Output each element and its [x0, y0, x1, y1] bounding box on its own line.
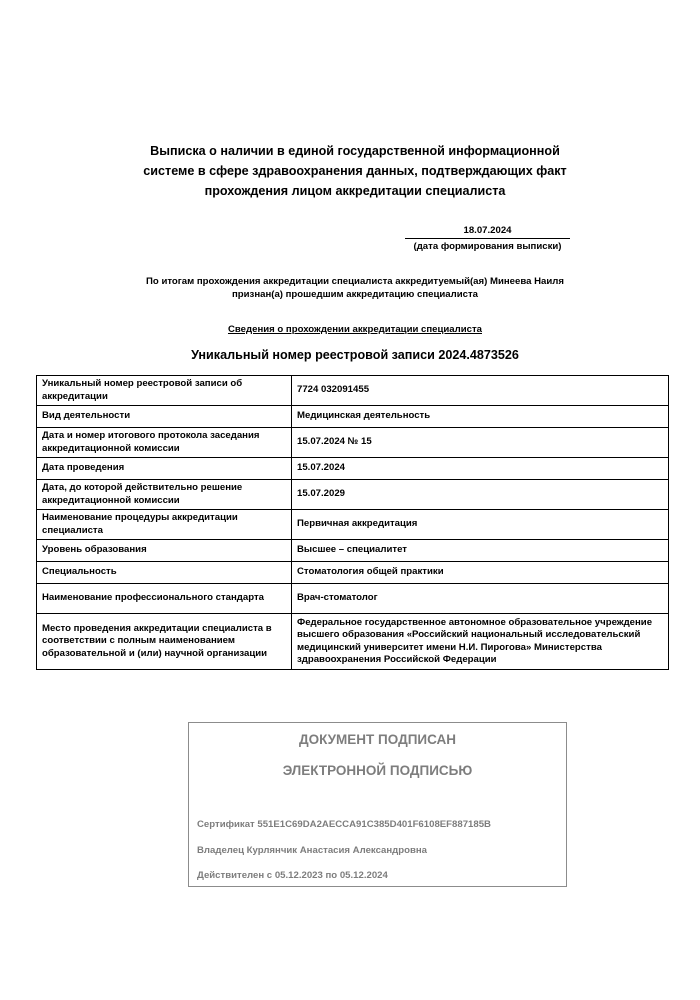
- table-row: [37, 376, 669, 406]
- title-line: системе в сфере здравоохранения данных, подтверждающих факт: [143, 164, 567, 178]
- title-line: прохождения лицом аккредитации специалиста: [204, 184, 506, 198]
- result-line: признан(а) прошедшим аккредитацию специалиста: [232, 289, 478, 300]
- row-value: Высшее – специалитет: [292, 540, 669, 562]
- row-label: Дата проведения: [37, 458, 292, 480]
- table-row: [37, 614, 669, 670]
- row-value: Первичная аккредитация: [292, 510, 669, 540]
- registry-number-heading: Уникальный номер реестровой записи 2024.4873526: [191, 348, 519, 362]
- table-row: [37, 510, 669, 540]
- accreditation-info-table: [36, 375, 669, 670]
- row-label: Наименование профессионального стандарта: [37, 584, 292, 614]
- extract-date-caption: (дата формирования выписки): [413, 241, 562, 252]
- extract-date: 18.07.2024: [405, 225, 570, 239]
- stamp-validity: Действителен с 05.12.2023 по 05.12.2024: [197, 870, 388, 881]
- row-label: Специальность: [37, 562, 292, 584]
- table-row: [37, 480, 669, 510]
- row-label: Уникальный номер реестровой записи об аккредитации: [37, 376, 292, 406]
- row-value: Федеральное государственное автономное образовательное учреждение высшего образования «Российский национальный исследовательский медицинский университет имени Н.И. Пирогова» Министерства здравоохранения Российской Федерации: [292, 614, 669, 670]
- stamp-certificate: Сертификат 551E1C69DA2AECCA91C385D401F6108EF887185B: [197, 819, 491, 830]
- row-value: Медицинская деятельность: [292, 406, 669, 428]
- table-row: [37, 540, 669, 562]
- row-label: Дата, до которой действительно решение аккредитационной комиссии: [37, 480, 292, 510]
- stamp-title-line1: ДОКУМЕНТ ПОДПИСАН: [298, 732, 457, 747]
- result-line: По итогам прохождения аккредитации специалиста аккредитуемый(ая) Минеева Наиля: [146, 276, 564, 287]
- accreditation-result-text: [70, 275, 640, 301]
- row-value: Стоматология общей практики: [292, 562, 669, 584]
- row-label: Место проведения аккредитации специалиста в соответствии с полным наименованием образовательной и (или) научной организации: [37, 614, 292, 670]
- stamp-title-line2: ЭЛЕКТРОННОЙ ПОДПИСЬЮ: [282, 763, 473, 778]
- table-row: [37, 562, 669, 584]
- extract-date-block: [405, 225, 570, 253]
- row-value: 15.07.2029: [292, 480, 669, 510]
- row-value: 15.07.2024 № 15: [292, 428, 669, 458]
- document-title: [100, 141, 610, 201]
- row-value: 15.07.2024: [292, 458, 669, 480]
- row-label: Наименование процедуры аккредитации специалиста: [37, 510, 292, 540]
- row-label: Дата и номер итогового протокола заседания аккредитационной комиссии: [37, 428, 292, 458]
- table-row: [37, 584, 669, 614]
- table-row: [37, 458, 669, 480]
- section-heading: Сведения о прохождении аккредитации специалиста: [227, 324, 482, 335]
- table-row: [37, 406, 669, 428]
- table-row: [37, 428, 669, 458]
- row-label: Уровень образования: [37, 540, 292, 562]
- row-value: 7724 032091455: [292, 376, 669, 406]
- title-line: Выписка о наличии в единой государственной информационной: [150, 144, 560, 158]
- row-label: Вид деятельности: [37, 406, 292, 428]
- electronic-signature-stamp: [188, 722, 567, 887]
- row-value: Врач-стоматолог: [292, 584, 669, 614]
- stamp-owner: Владелец Курлянчик Анастасия Александровна: [197, 845, 428, 856]
